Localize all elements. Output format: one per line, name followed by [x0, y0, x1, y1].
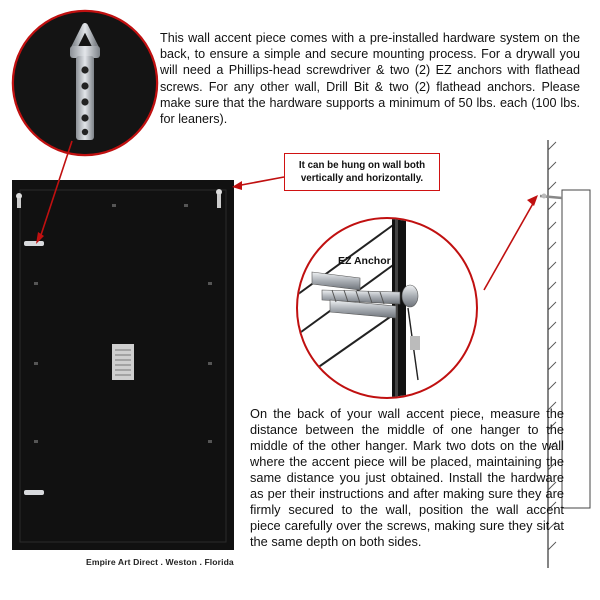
ez-anchor-label: EZ Anchor [338, 255, 391, 267]
side-hanger-bottom-icon [24, 490, 44, 495]
orientation-callout-text: It can be hung on wall both vertically and horizontally. [298, 160, 426, 184]
label-sticker-icon [112, 344, 134, 380]
orientation-callout [284, 153, 440, 191]
installation-instructions-text: On the back of your wall accent piece, measure the distance between the middle of one hanger to the middle of the other hanger. Mark two dots on the wall where the accent piece will be placed, maintaining the same distance you just obtained. Install the hardware as per their instructions and after making sure they are firmly secured to the wall, position the wall accent piece carefully over the screws, making sure they sit at the same depth on both sides. [250, 406, 564, 549]
mounting-intro-text: This wall accent piece comes with a pre-installed hardware system on the back, to ensure a simple and secure mounting process. For a drywall you will need a Phillips-head screwdriver & two (2) EZ anchors with flathead screws. For any other wall, Drill Bit & two (2) flathead anchors. Please make sure that the hardware supports a minimum of 50 lbs. each (100 lbs. for leaners). [160, 31, 580, 127]
ez-anchor-closeup-illustration [290, 200, 477, 400]
side-hanger-top-icon [24, 241, 44, 246]
brand-footer: Empire Art Direct . Weston . Florida [86, 557, 234, 567]
